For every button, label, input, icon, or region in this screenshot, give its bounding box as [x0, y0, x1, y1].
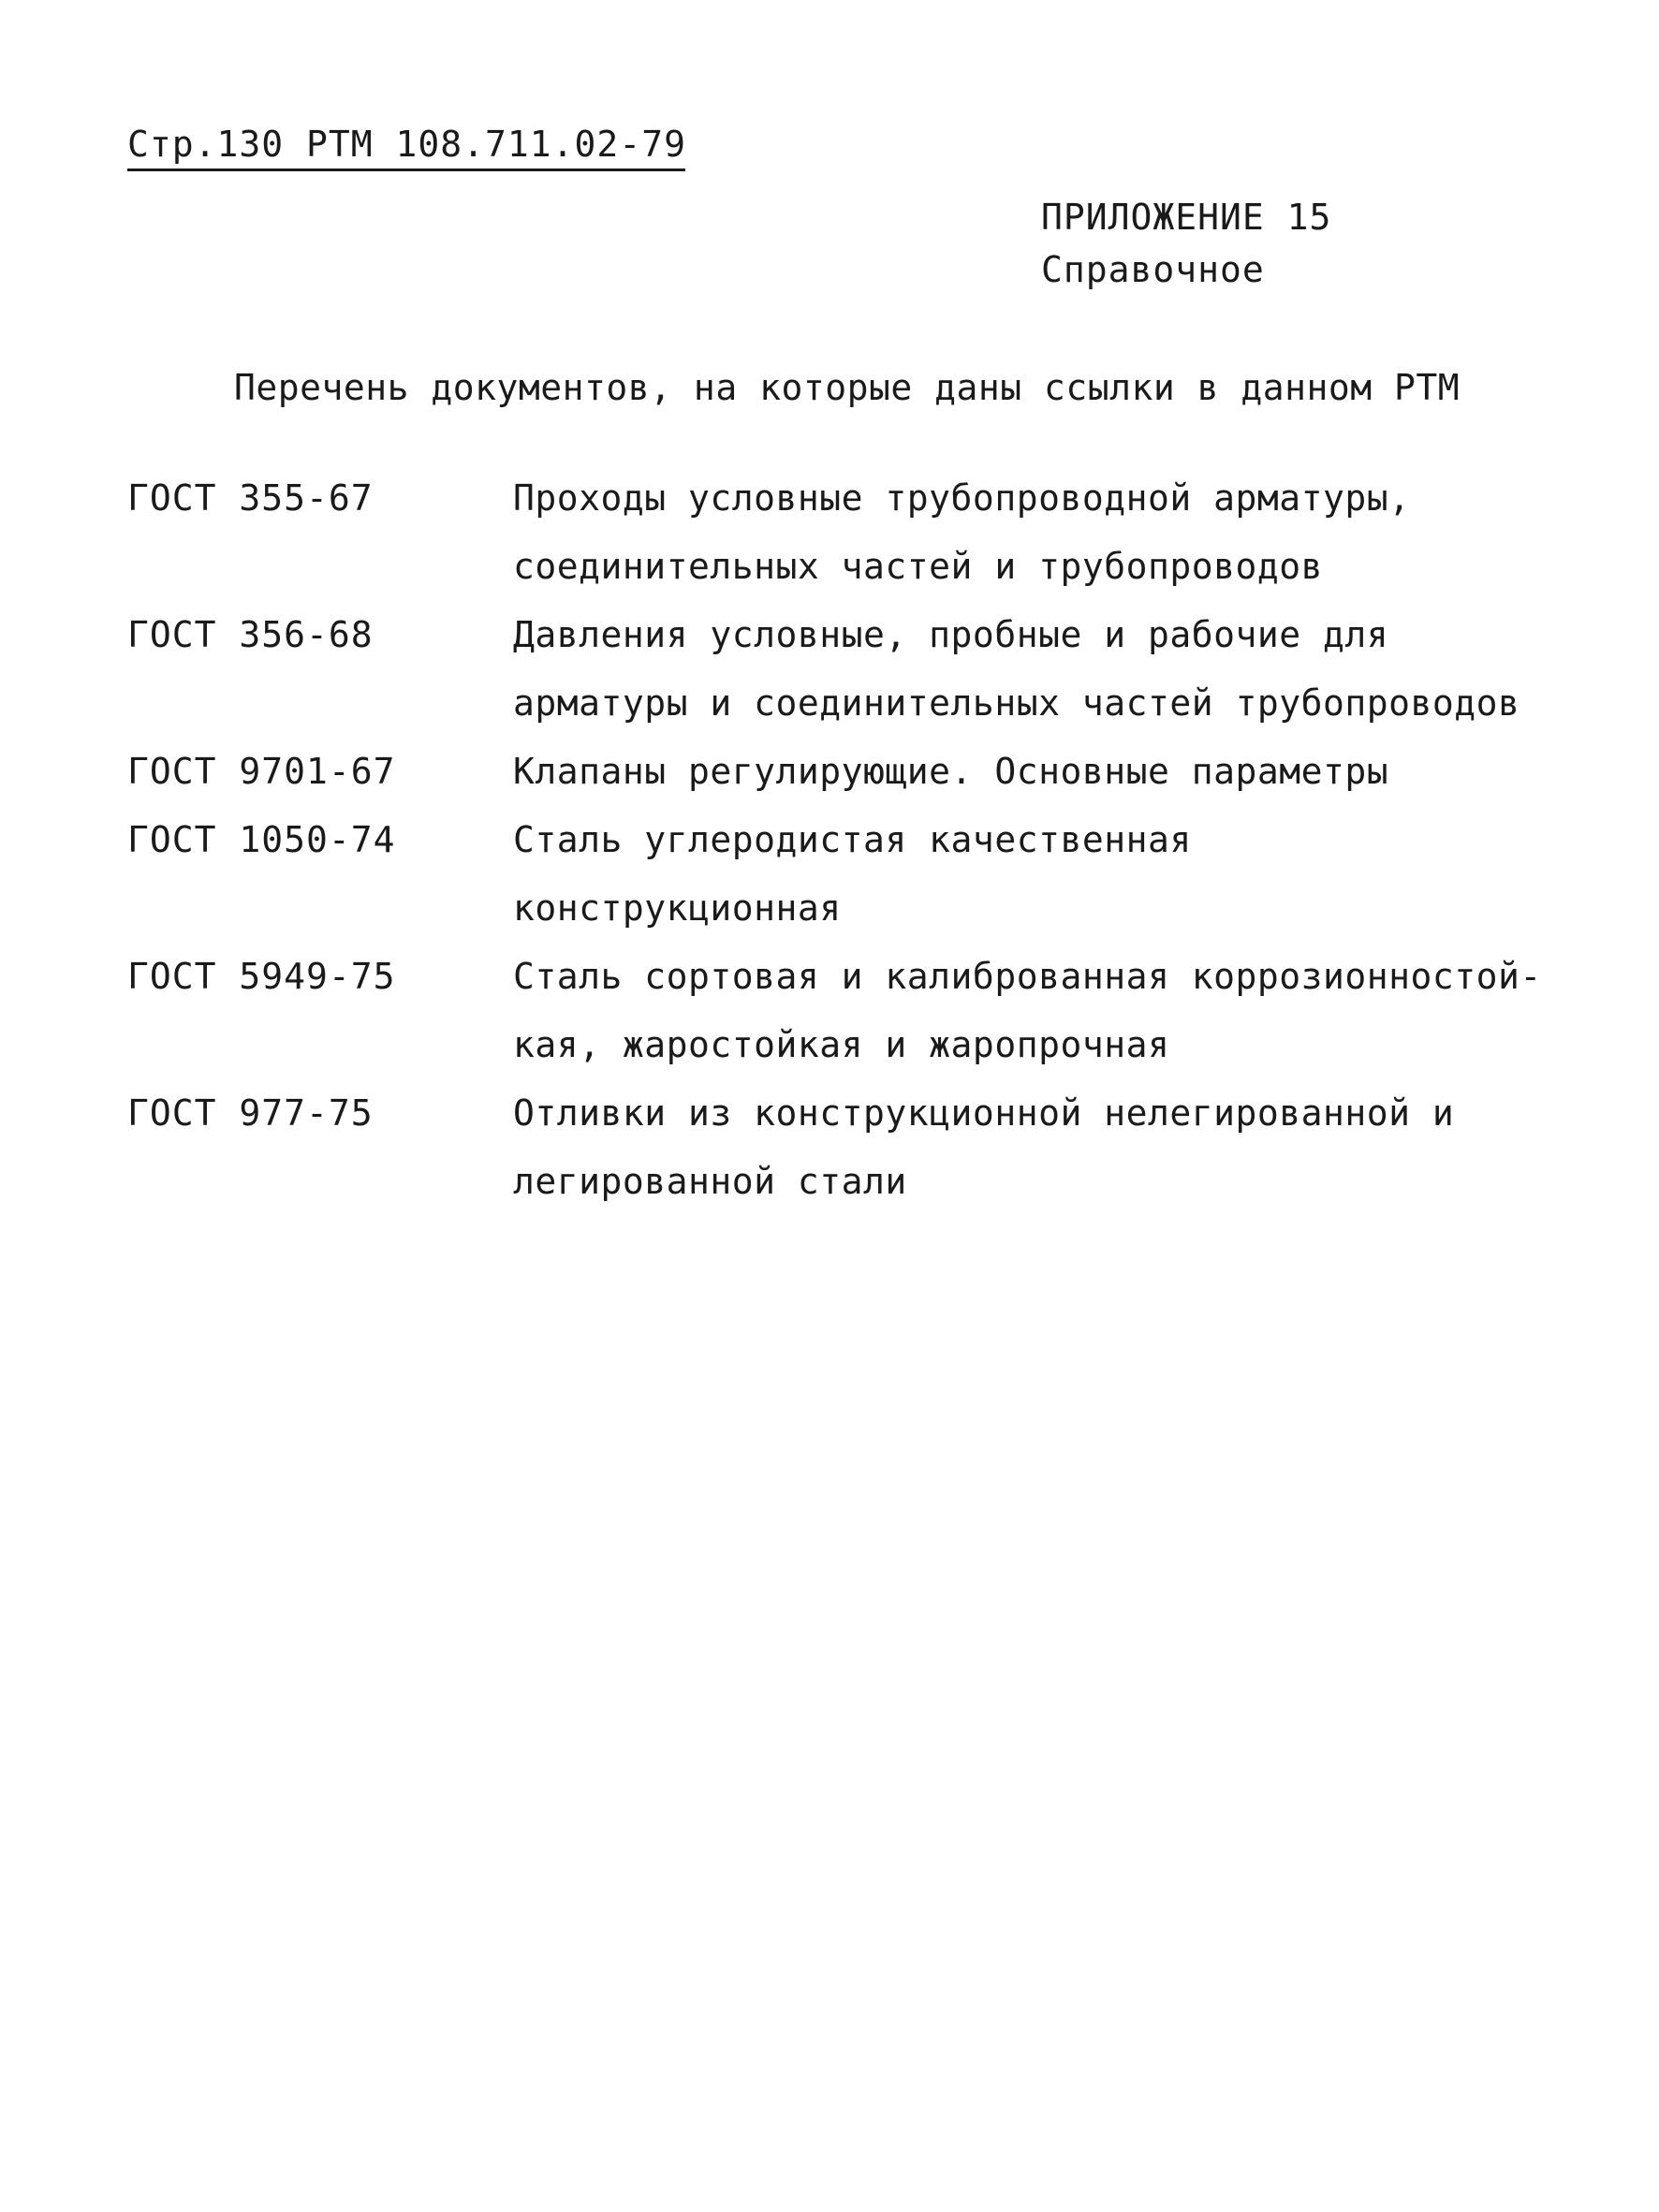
document-row [127, 601, 1550, 738]
document-list-title: Перечень документов, на которые даны ссылки в данном РТМ [234, 367, 1461, 408]
document-code: ГОСТ 355-67 [127, 477, 374, 519]
appendix-title: ПРИЛОЖЕНИЕ 15 [1041, 197, 1332, 238]
document-row [127, 1079, 1550, 1216]
document-title: Проходы условные трубопроводной арматуры, соединительных частей и трубопроводов [513, 477, 1411, 587]
document-title: Сталь углеродистая качественная конструкционная [513, 819, 1192, 929]
document-title: Сталь сортовая и калиброванная коррозионностой- кая, жаростойкая и жаропрочная [513, 956, 1542, 1065]
document-list [127, 464, 1550, 1216]
document-title: Клапаны регулирующие. Основные параметры [513, 751, 1389, 792]
document-row [127, 738, 1550, 806]
document-code: ГОСТ 977-75 [127, 1092, 374, 1134]
header-underline [127, 168, 685, 171]
document-title: Давления условные, пробные и рабочие для арматуры и соединительных частей трубопроводов [513, 614, 1520, 724]
document-title: Отливки из конструкционной нелегированной и легированной стали [513, 1092, 1455, 1202]
document-row [127, 806, 1550, 943]
page-reference-header: Стр.130 РТМ 108.711.02-79 [127, 124, 686, 165]
document-code: ГОСТ 5949-75 [127, 956, 396, 997]
document-code: ГОСТ 356-68 [127, 614, 374, 655]
document-code: ГОСТ 9701-67 [127, 751, 396, 792]
document-row [127, 943, 1550, 1079]
document-row [127, 464, 1550, 601]
appendix-subtitle: Справочное [1041, 249, 1265, 290]
document-code: ГОСТ 1050-74 [127, 819, 396, 860]
